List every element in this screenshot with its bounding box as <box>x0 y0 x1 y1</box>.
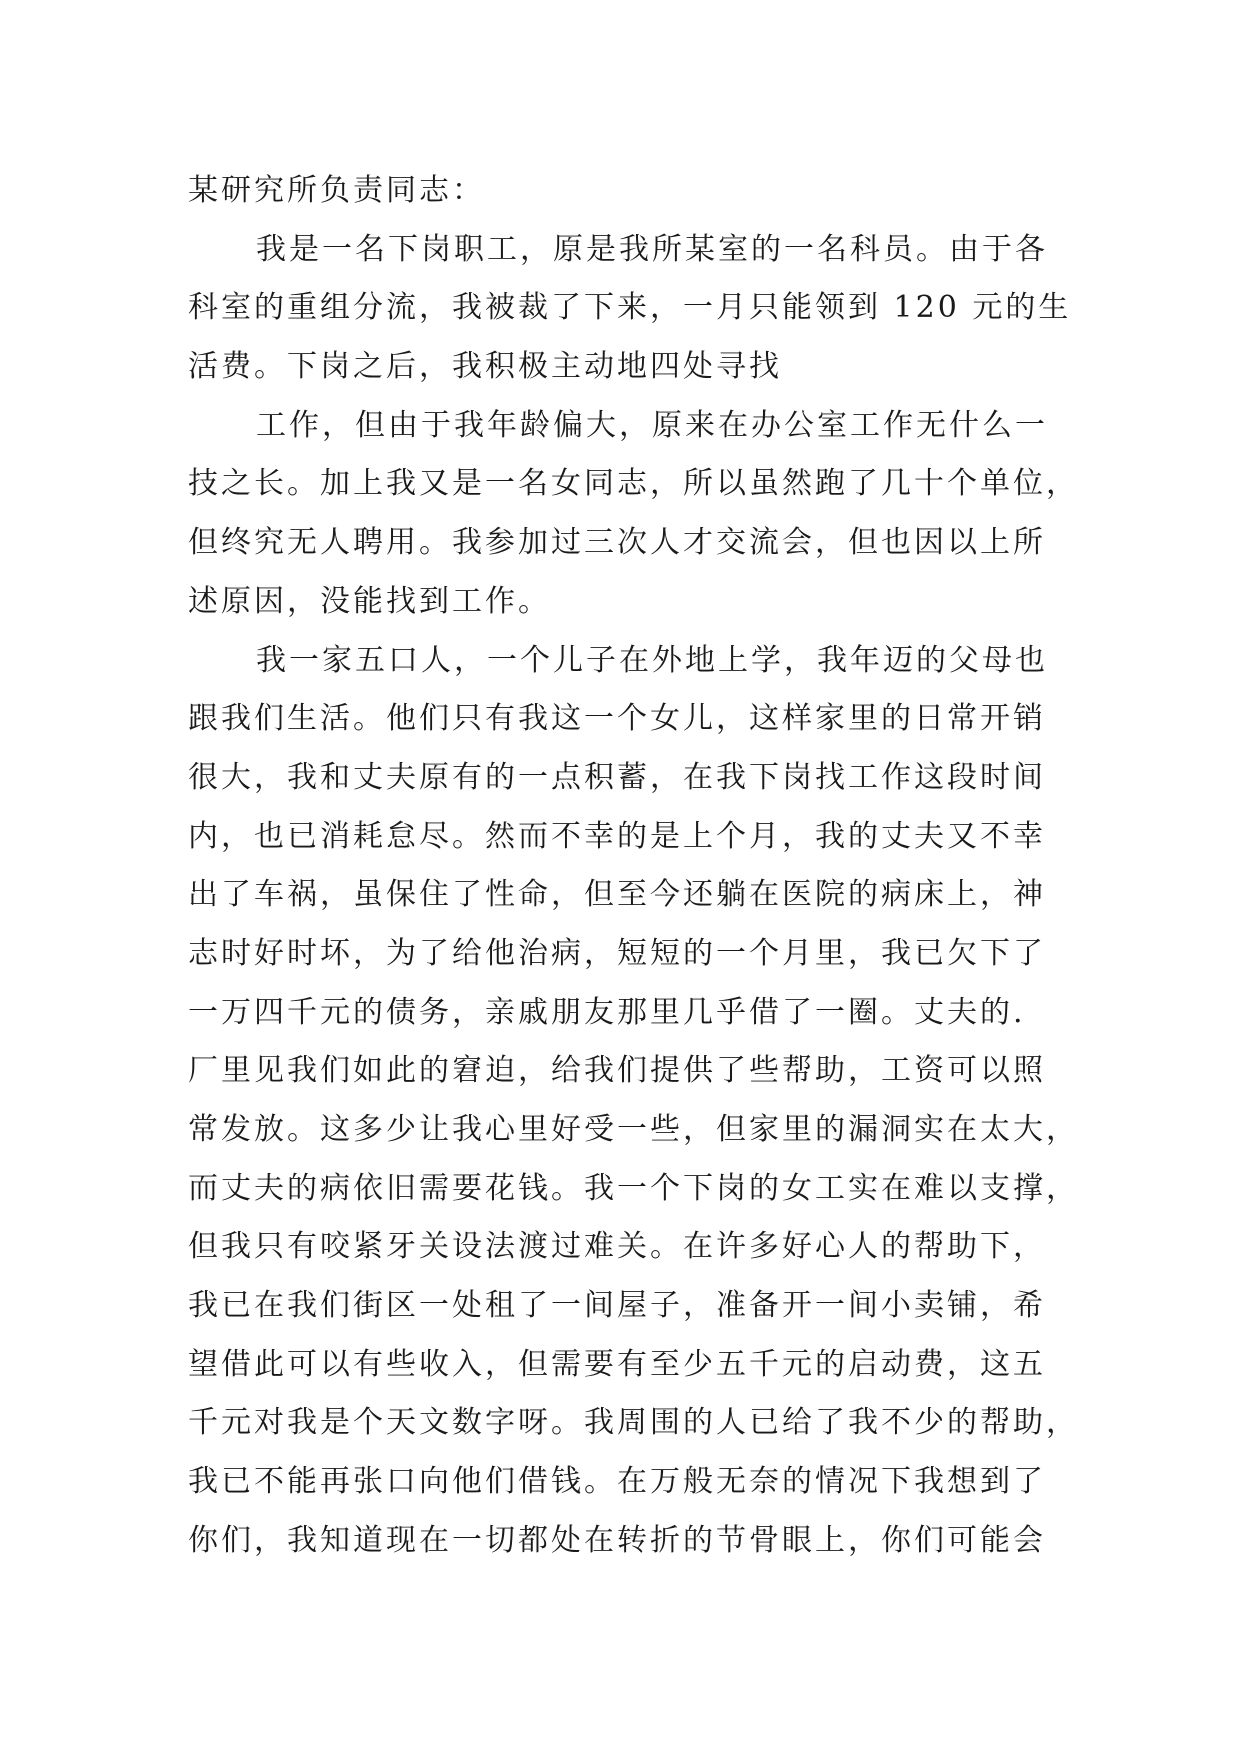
letter-body <box>188 162 1079 1571</box>
paragraph-line: 千元对我是个天文数字呀。我周围的人已给了我不少的帮助， <box>188 1405 1079 1441</box>
paragraph-line: 述原因，没能找到工作。 <box>188 583 551 619</box>
paragraph-3 <box>188 632 1079 1571</box>
paragraph-line: 很大，我和丈夫原有的一点积蓄，在我下岗找工作这段时间 <box>188 759 1046 795</box>
paragraph-line: 出了车祸，虽保住了性命，但至今还躺在医院的病床上，神 <box>188 877 1046 913</box>
paragraph-1 <box>188 221 1072 397</box>
paragraph-line: 厂里见我们如此的窘迫，给我们提供了些帮助，工资可以照 <box>188 1053 1046 1089</box>
paragraph-line: 跟我们生活。他们只有我这一个女儿，这样家里的日常开销 <box>188 701 1046 737</box>
paragraph-line: 但我只有咬紧牙关设法渡过难关。在许多好心人的帮助下， <box>188 1229 1046 1265</box>
paragraph-line: 但终究无人聘用。我参加过三次人才交流会，但也因以上所 <box>188 525 1046 561</box>
paragraph-line: 而丈夫的病依旧需要花钱。我一个下岗的女工实在难以支撑， <box>188 1170 1079 1206</box>
paragraph-line: 技之长。加上我又是一名女同志，所以虽然跑了几十个单位， <box>188 466 1079 502</box>
paragraph-line: 望借此可以有些收入，但需要有至少五千元的启动费，这五 <box>188 1346 1046 1382</box>
paragraph-line: 工作，但由于我年龄偏大，原来在办公室工作无什么一 <box>256 407 1048 443</box>
salutation: 某研究所负责同志： <box>188 173 485 208</box>
paragraph-line: 活费。下岗之后，我积极主动地四处寻找 <box>188 349 782 385</box>
paragraph-line: 我已不能再张口向他们借钱。在万般无奈的情况下我想到了 <box>188 1464 1046 1500</box>
paragraph-line: 我是一名下岗职工，原是我所某室的一名科员。由于各 <box>256 231 1048 267</box>
paragraph-line: 科室的重组分流，我被裁了下来，一月只能领到 120 元的生 <box>188 290 1072 326</box>
paragraph-line: 内，也已消耗怠尽。然而不幸的是上个月，我的丈夫又不幸 <box>188 818 1046 854</box>
paragraph-line: 常发放。这多少让我心里好受一些，但家里的漏洞实在太大， <box>188 1112 1079 1147</box>
paragraph-2 <box>188 397 1079 632</box>
paragraph-line: 志时好时坏，为了给他治病，短短的一个月里，我已欠下了 <box>188 935 1046 971</box>
paragraph-line: 我一家五口人，一个儿子在外地上学，我年迈的父母也 <box>256 642 1048 678</box>
paragraph-line: 你们，我知道现在一切都处在转折的节骨眼上，你们可能会 <box>188 1522 1046 1558</box>
paragraph-line: 一万四千元的债务，亲戚朋友那里几乎借了一圈。丈夫的. <box>188 994 1026 1030</box>
paragraph-line: 我已在我们街区一处租了一间屋子，准备开一间小卖铺，希 <box>188 1288 1046 1324</box>
